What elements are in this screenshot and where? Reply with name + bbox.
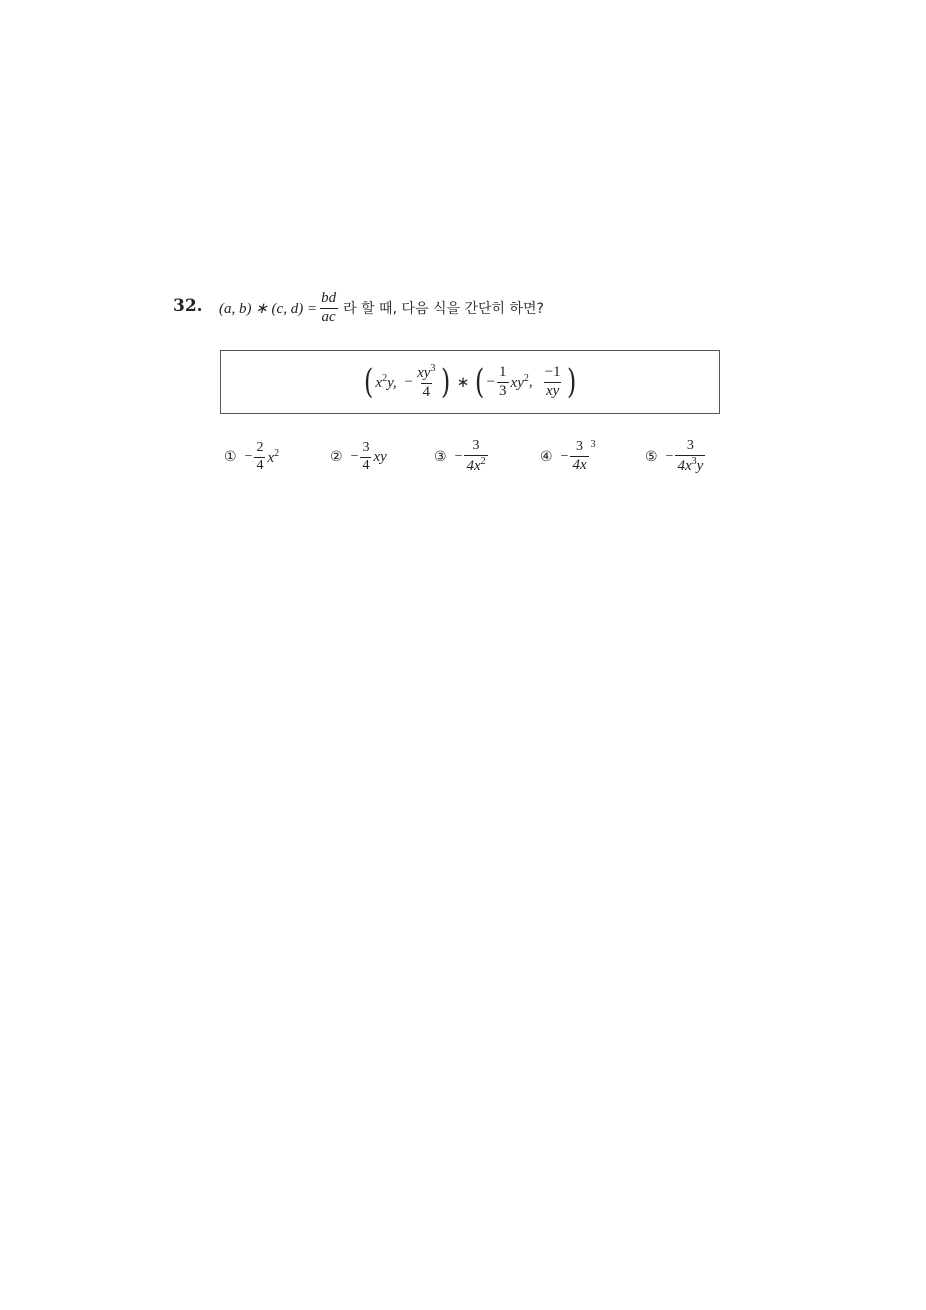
choice-1-mark: ① (224, 449, 237, 465)
choice-3-numerator: 3 (472, 438, 480, 454)
expression-box (220, 350, 720, 414)
choice-3-denominator: $4x^2$ (466, 455, 486, 474)
right-paren-1: ) (441, 362, 451, 402)
choice-1-rest: $x^2$ (267, 447, 280, 466)
right-paren-2: ) (566, 362, 576, 402)
boxed-expression (362, 364, 578, 401)
choice-4-fraction (570, 440, 588, 473)
term2-numerator: $xy^3$ (417, 362, 436, 381)
choice-2-fraction (360, 441, 371, 473)
definition-fraction-denominator: ac (321, 308, 336, 325)
term1-base: x (375, 374, 383, 391)
term1-exponent: 2 (382, 372, 388, 384)
term3-denominator: 3 (499, 382, 507, 399)
term3-sign: − (486, 373, 496, 390)
term1-rest: y, (387, 374, 397, 391)
question-stem (219, 288, 544, 328)
left-paren-1: ( (364, 362, 374, 402)
choice-1-denominator: 4 (256, 457, 264, 473)
choice-1[interactable] (224, 437, 279, 477)
operator-star: ∗ (456, 374, 470, 391)
choice-5-mark: ⑤ (645, 449, 658, 465)
choice-4-mark: ④ (540, 449, 553, 465)
choice-3-sign: − (454, 449, 463, 464)
choice-3-mark: ③ (434, 449, 447, 465)
choice-2-denominator: 4 (362, 457, 370, 473)
choice-1-sign: − (244, 449, 253, 464)
term3-numerator: 1 (499, 363, 507, 380)
choice-2[interactable] (330, 437, 387, 477)
choice-1-fraction (254, 441, 265, 473)
choice-5[interactable] (645, 437, 707, 477)
stem-text: 라 할 때, 다음 식을 간단히 하면? (343, 301, 544, 317)
definition-fraction (319, 291, 338, 326)
term3-rest: $xy^2$ (510, 372, 529, 391)
choice-1-numerator: 2 (256, 439, 264, 455)
term2-denominator: 4 (422, 383, 431, 400)
term2-sign: − (404, 373, 414, 390)
term4-numerator: −1 (544, 363, 561, 380)
term3-fraction (497, 365, 509, 400)
term1 (375, 373, 396, 392)
choice-5-sign: − (665, 449, 674, 464)
choice-4-denominator: 4x (572, 456, 587, 473)
left-paren-2: ( (475, 362, 485, 402)
comma: , (528, 373, 533, 390)
term2-fraction (415, 364, 437, 401)
choice-2-numerator: 3 (362, 439, 370, 455)
choice-2-rest: xy (373, 448, 387, 465)
choice-3[interactable] (434, 437, 490, 477)
answer-choices (224, 437, 724, 477)
term4-fraction (543, 365, 563, 400)
definition-fraction-numerator: bd (321, 289, 337, 306)
definition-lhs: (a, b) ∗ (c, d) = (219, 300, 318, 317)
choice-2-mark: ② (330, 449, 343, 465)
choice-4-sign: − (560, 449, 569, 464)
question-number: 32. (173, 296, 203, 316)
choice-4-outer-exponent: 3 (590, 439, 596, 450)
choice-3-fraction (464, 439, 487, 474)
choice-5-fraction (675, 439, 705, 474)
choice-5-numerator: 3 (686, 438, 694, 454)
term4-denominator: xy (545, 382, 560, 399)
choice-4[interactable] (540, 437, 596, 477)
choice-2-sign: − (350, 449, 359, 464)
choice-4-numerator: 3 (576, 439, 584, 455)
choice-5-denominator: $4x^3y$ (677, 455, 704, 474)
